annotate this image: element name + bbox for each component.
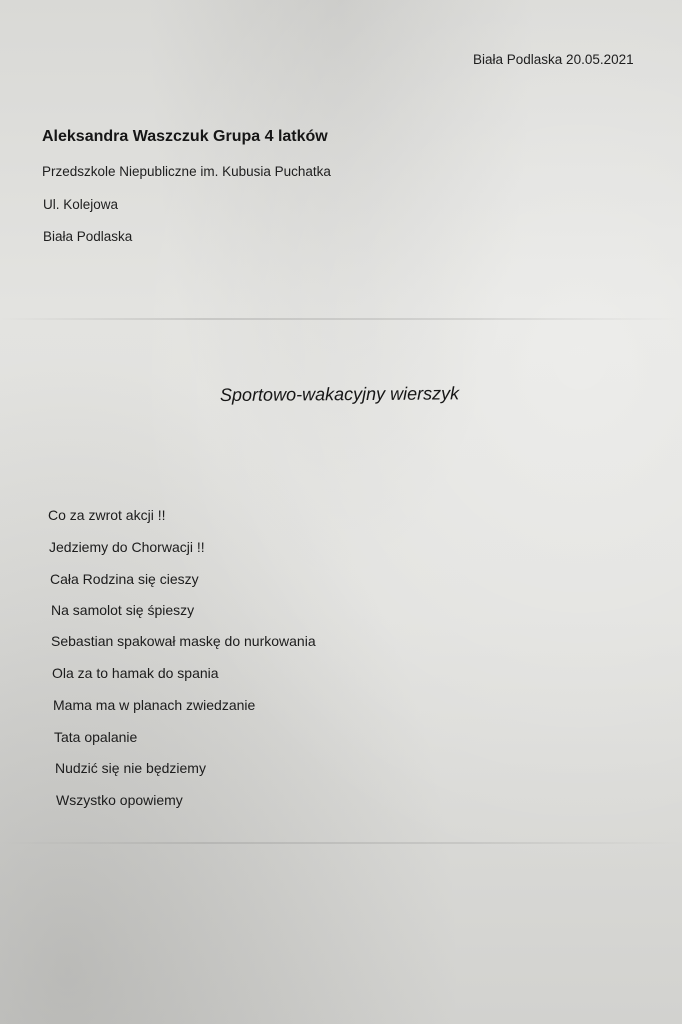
- poem-line: Tata opalanie: [54, 729, 138, 745]
- author-heading: Aleksandra Waszczuk Grupa 4 latków: [42, 128, 328, 145]
- poem-line: Na samolot się śpieszy: [51, 602, 195, 618]
- poem-line: Mama ma w planach zwiedzanie: [53, 697, 256, 713]
- poem-line: Wszystko opowiemy: [56, 792, 183, 808]
- address-line-street: Ul. Kolejowa: [43, 197, 119, 212]
- poem-line: Nudzić się nie będziemy: [55, 760, 206, 776]
- poem-line: Sebastian spakował maskę do nurkowania: [51, 633, 316, 649]
- poem-line: Ola za to hamak do spania: [52, 665, 219, 681]
- paper-fold-line: [0, 842, 682, 844]
- poem-line: Jedziemy do Chorwacji !!: [49, 539, 205, 555]
- address-line-city: Biała Podlaska: [43, 229, 133, 244]
- poem-title: Sportowo-wakacyjny wierszyk: [219, 383, 460, 405]
- document-date: Biała Podlaska 20.05.2021: [473, 52, 634, 67]
- poem-line: Co za zwrot akcji !!: [48, 507, 166, 523]
- poem-line: Cała Rodzina się cieszy: [50, 571, 199, 587]
- address-line-school: Przedszkole Niepubliczne im. Kubusia Puchatka: [42, 164, 331, 179]
- paper-fold-line: [0, 318, 682, 320]
